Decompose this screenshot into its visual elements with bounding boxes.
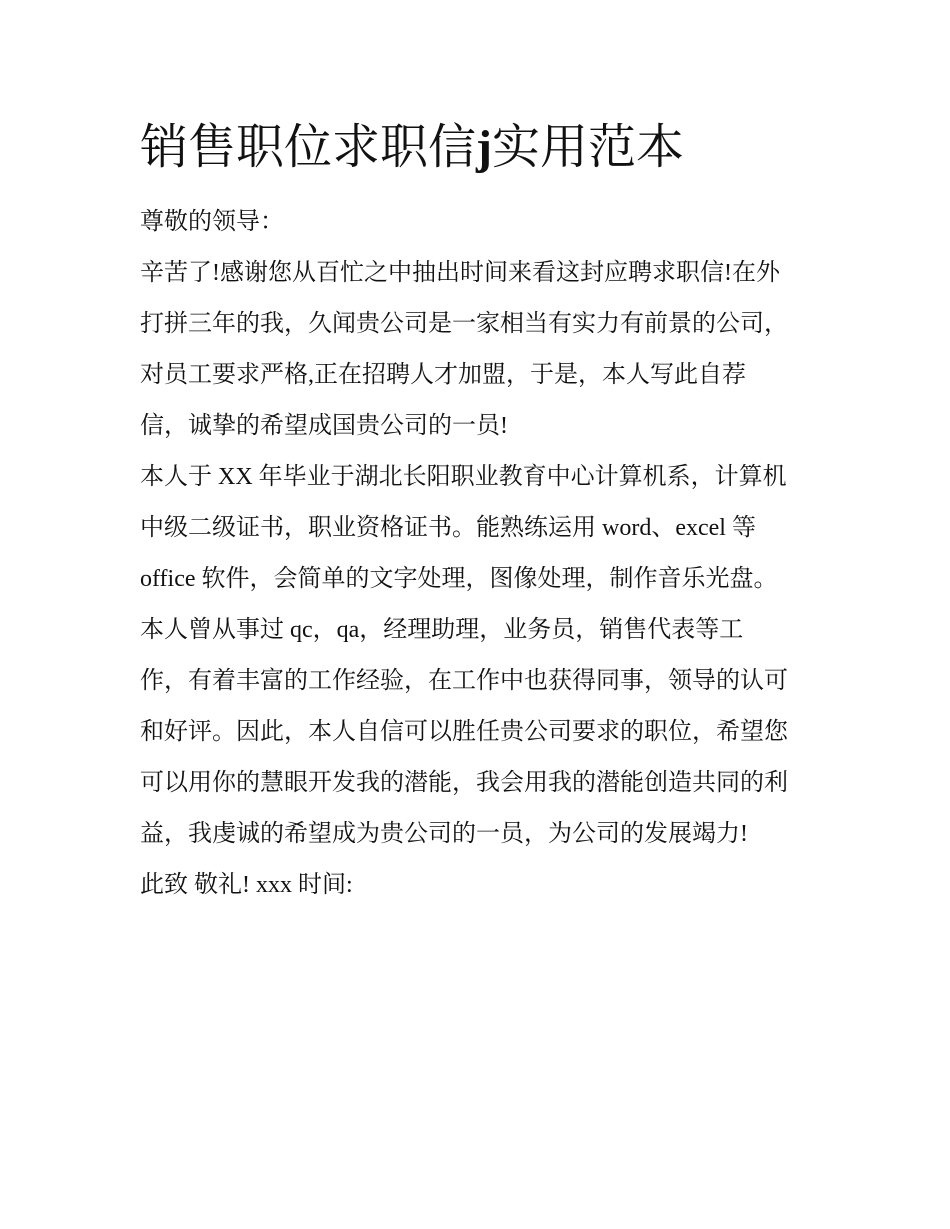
paragraph-2-line-6: 和好评。因此，本人自信可以胜任贵公司要求的职位，希望您	[140, 719, 788, 745]
paragraph-2-line-5: 作，有着丰富的工作经验，在工作中也获得同事，领导的认可	[140, 668, 788, 694]
paragraph-2-line-2: 中级二级证书，职业资格证书。能熟练运用 word、excel 等	[140, 515, 756, 541]
paragraph-1-line-4: 信，诚挚的希望成国贵公司的一员!	[140, 413, 508, 439]
paragraph-1-line-3: 对员工要求严格,正在招聘人才加盟，于是，本人写此自荐	[140, 362, 746, 388]
paragraph-1-line-1: 辛苦了!感谢您从百忙之中抽出时间来看这封应聘求职信!在外	[140, 260, 780, 286]
paragraph-2-line-8: 益，我虔诚的希望成为贵公司的一员，为公司的发展竭力!	[140, 821, 748, 847]
salutation: 尊敬的领导：	[140, 209, 284, 235]
title-text-part3: 实用范本	[492, 121, 685, 174]
paragraph-2-line-1: 本人于 XX 年毕业于湖北长阳职业教育中心计算机系，计算机	[140, 464, 787, 490]
closing: 此致 敬礼! xxx 时间:	[140, 872, 353, 898]
title-text-part2: j	[476, 121, 492, 174]
paragraph-2-line-3: office 软件，会简单的文字处理，图像处理，制作音乐光盘。	[140, 566, 778, 592]
document-title	[140, 116, 684, 180]
paragraph-2-line-4: 本人曾从事过 qc，qa，经理助理，业务员，销售代表等工	[140, 617, 744, 643]
paragraph-1-line-2: 打拼三年的我，久闻贵公司是一家相当有实力有前景的公司，	[140, 311, 788, 337]
title-text-part1: 销售职位求职信	[140, 121, 477, 174]
paragraph-2-line-7: 可以用你的慧眼开发我的潜能，我会用我的潜能创造共同的利	[140, 770, 788, 796]
